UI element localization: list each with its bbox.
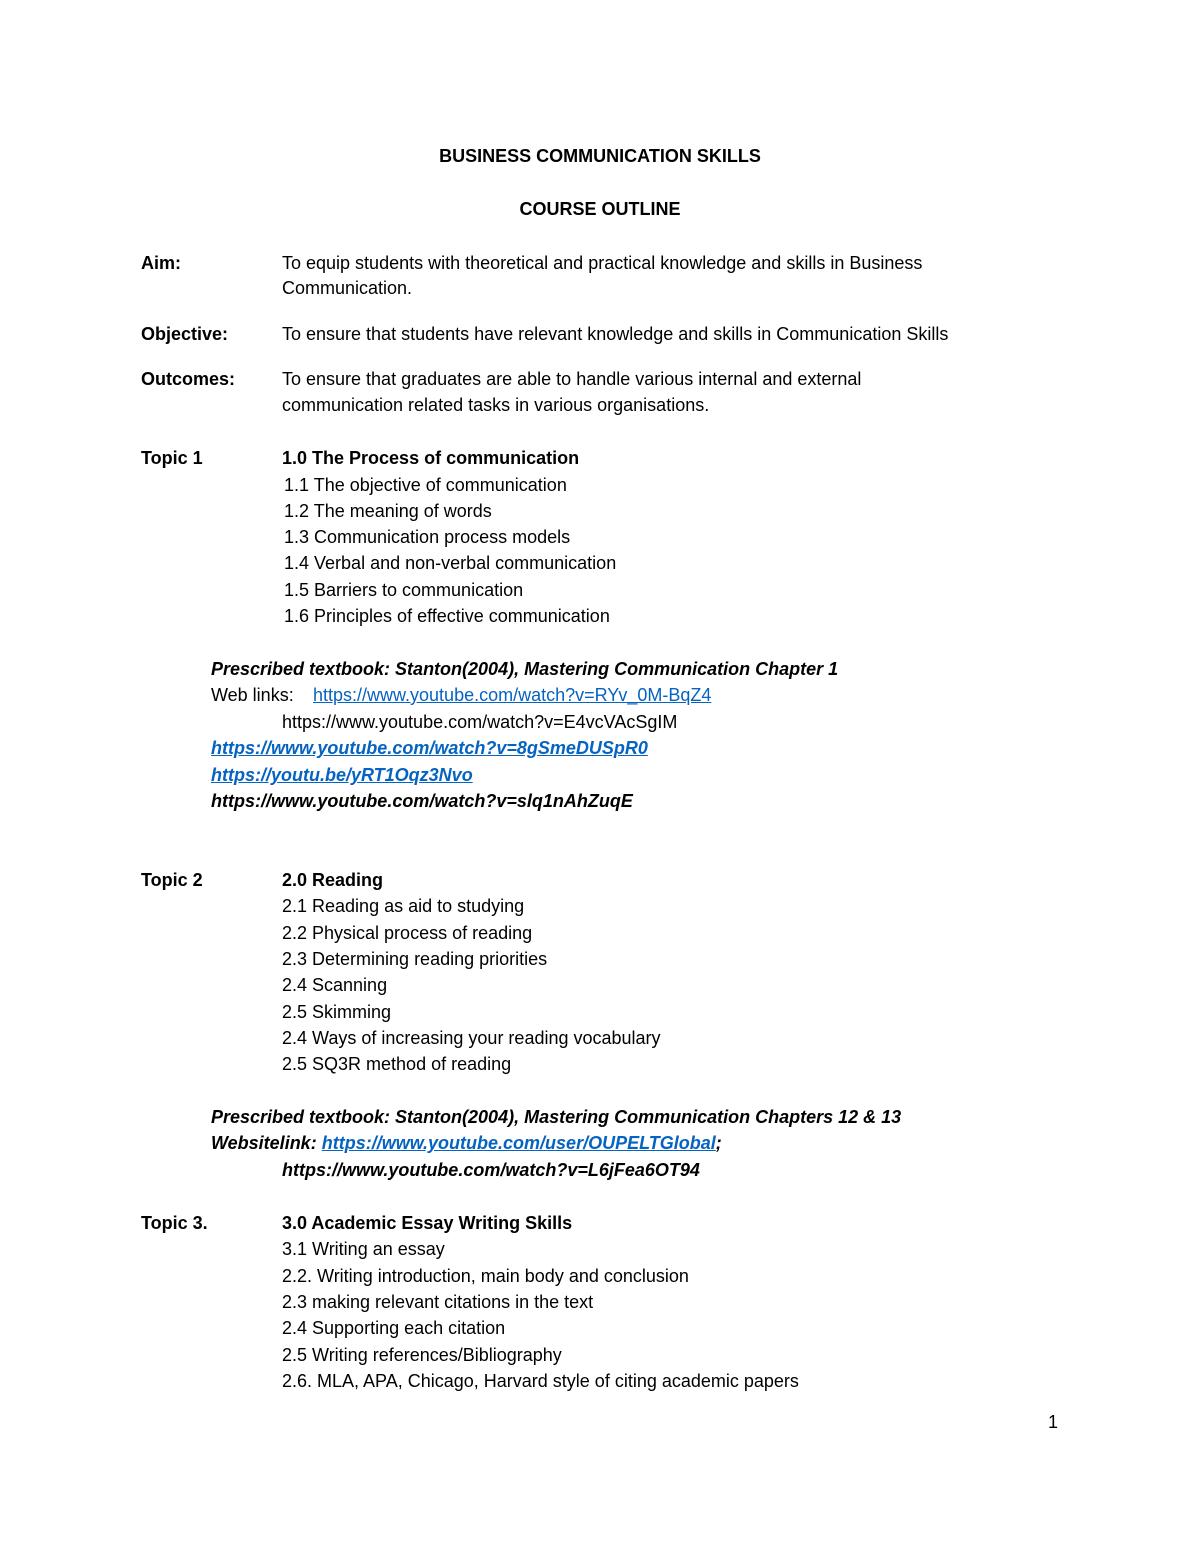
outcomes-text-line2: communication related tasks in various organisations. xyxy=(282,395,710,415)
topic2-item: 2.4 Scanning xyxy=(282,975,388,995)
topic3-item: 2.4 Supporting each citation xyxy=(282,1318,506,1338)
topic3-item: 2.2. Writing introduction, main body and conclusion xyxy=(282,1266,689,1286)
topic1-link-5: https://www.youtube.com/watch?v=slq1nAhZuqE xyxy=(211,791,633,811)
document-title: BUSINESS COMMUNICATION SKILLS xyxy=(439,146,761,166)
topic2-link-1-suffix: ; xyxy=(715,1133,722,1153)
topic2-label: Topic 2 xyxy=(141,870,203,890)
objective-label: Objective: xyxy=(141,324,229,344)
topic2-link-1[interactable]: https://www.youtube.com/user/OUPELTGlobal xyxy=(321,1133,716,1153)
outcomes-label: Outcomes: xyxy=(141,369,236,389)
topic1-item: 1.2 The meaning of words xyxy=(284,501,492,521)
topic1-item: 1.5 Barriers to communication xyxy=(284,580,524,600)
topic2-websitelink-label: Websitelink: xyxy=(211,1133,317,1153)
topic1-item: 1.6 Principles of effective communication xyxy=(284,606,610,626)
topic2-heading: 2.0 Reading xyxy=(282,870,384,890)
topic2-item: 2.1 Reading as aid to studying xyxy=(282,896,525,916)
topic1-textbook: Prescribed textbook: Stanton(2004), Mastering Communication Chapter 1 xyxy=(211,659,839,679)
topic3-label: Topic 3. xyxy=(141,1213,208,1233)
topic1-link-4[interactable]: https://youtu.be/yRT1Oqz3Nvo xyxy=(211,765,473,785)
page-number: 1 xyxy=(1048,1412,1059,1432)
topic1-item: 1.1 The objective of communication xyxy=(284,475,567,495)
topic1-link-1[interactable]: https://www.youtube.com/watch?v=RYv_0M-BqZ4 xyxy=(313,685,712,705)
topic2-item: 2.3 Determining reading priorities xyxy=(282,949,548,969)
topic1-label: Topic 1 xyxy=(141,448,203,468)
topic2-textbook: Prescribed textbook: Stanton(2004), Mastering Communication Chapters 12 & 13 xyxy=(211,1107,902,1127)
outcomes-text-line1: To ensure that graduates are able to handle various internal and external xyxy=(282,369,862,389)
aim-text-line2: Communication. xyxy=(282,278,413,298)
topic1-weblinks-label: Web links: xyxy=(211,685,294,705)
topic1-link-3[interactable]: https://www.youtube.com/watch?v=8gSmeDUSpR0 xyxy=(211,738,648,758)
topic2-item: 2.4 Ways of increasing your reading vocabulary xyxy=(282,1028,661,1048)
aim-label: Aim: xyxy=(141,253,181,273)
topic1-heading: 1.0 The Process of communication xyxy=(282,448,580,468)
topic1-link-2: https://www.youtube.com/watch?v=E4vcVAcSgIM xyxy=(282,712,678,732)
topic3-heading: 3.0 Academic Essay Writing Skills xyxy=(282,1213,573,1233)
topic3-item: 2.6. MLA, APA, Chicago, Harvard style of citing academic papers xyxy=(282,1371,799,1391)
objective-text: To ensure that students have relevant knowledge and skills in Communication Skills xyxy=(282,324,949,344)
topic3-item: 3.1 Writing an essay xyxy=(282,1239,445,1259)
topic2-item: 2.5 Skimming xyxy=(282,1002,392,1022)
topic2-websitelink-row xyxy=(211,1132,722,1154)
topic3-item: 2.5 Writing references/Bibliography xyxy=(282,1345,562,1365)
topic1-item: 1.3 Communication process models xyxy=(284,527,571,547)
aim-text-line1: To equip students with theoretical and practical knowledge and skills in Business xyxy=(282,253,923,273)
topic2-item: 2.5 SQ3R method of reading xyxy=(282,1054,512,1074)
topic2-link-2: https://www.youtube.com/watch?v=L6jFea6OT94 xyxy=(282,1160,700,1180)
topic2-item: 2.2 Physical process of reading xyxy=(282,923,533,943)
topic1-item: 1.4 Verbal and non-verbal communication xyxy=(284,553,617,573)
topic3-item: 2.3 making relevant citations in the text xyxy=(282,1292,594,1312)
document-subtitle: COURSE OUTLINE xyxy=(519,199,681,219)
